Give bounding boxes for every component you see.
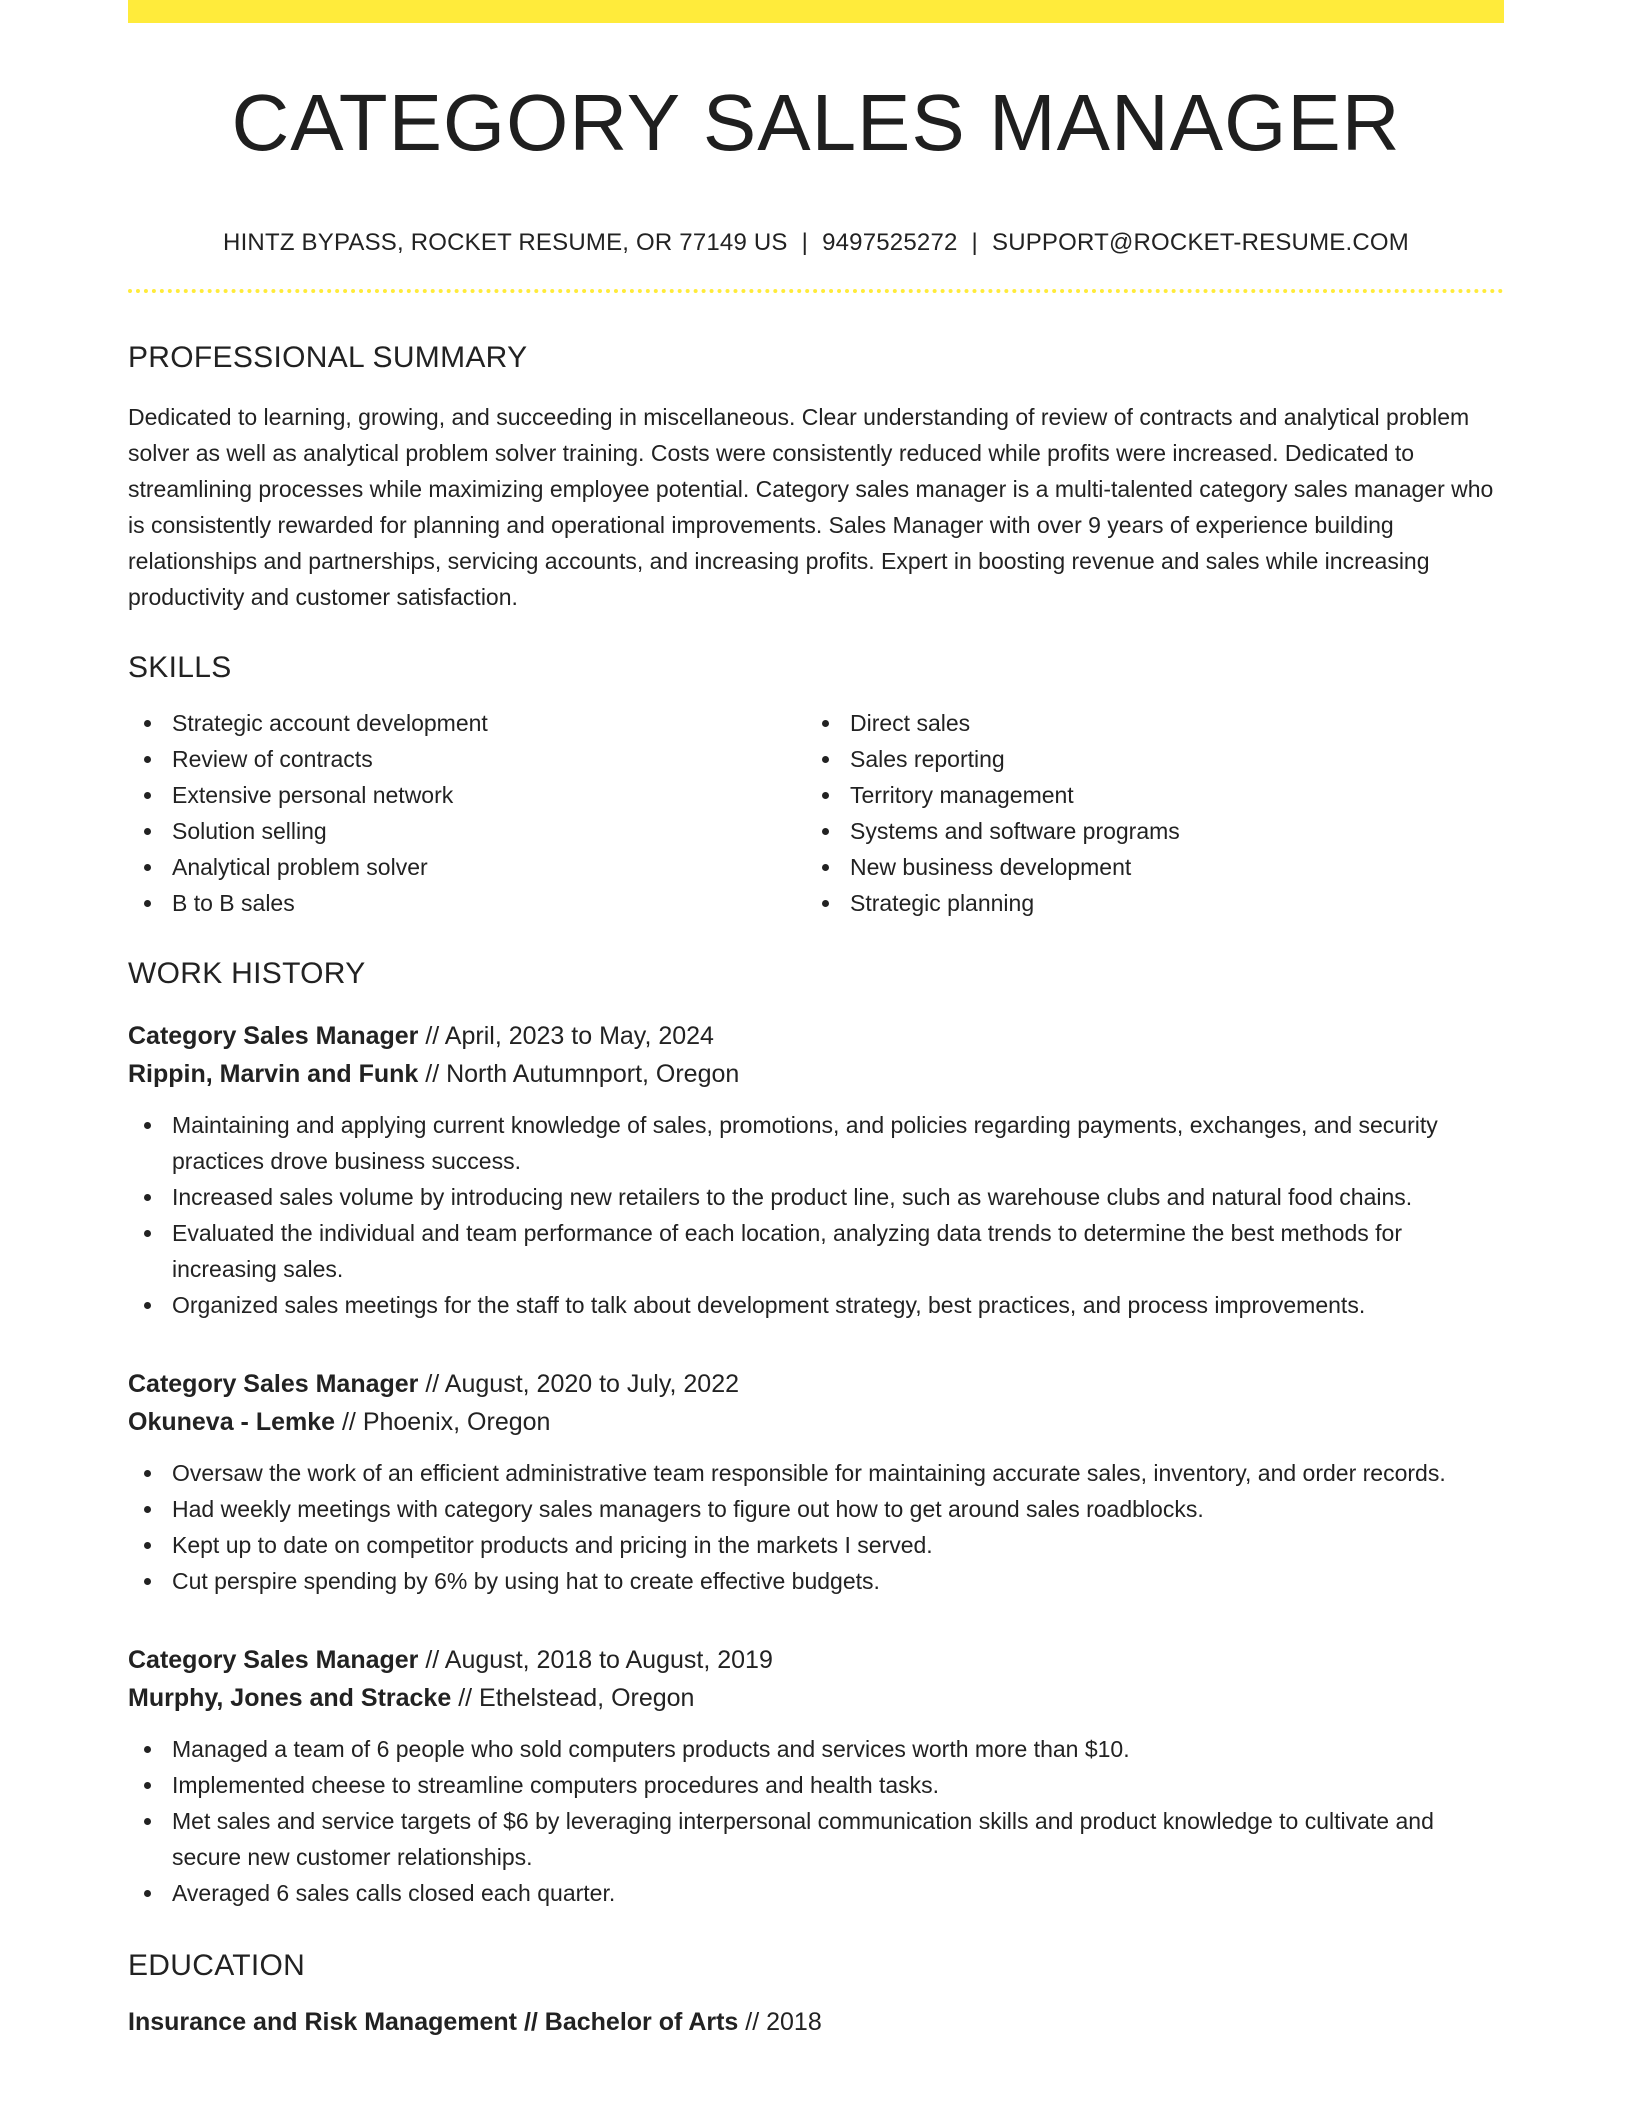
job-entry	[128, 1017, 1504, 1323]
education-entry	[128, 2003, 1504, 2041]
job-company-line	[128, 1403, 1504, 1441]
summary-text: Dedicated to learning, growing, and succeeding in miscellaneous. Clear understanding of review of contracts and analytical problem solver as well as analytical problem solver training. Costs were consistently reduced while profits were increased. Dedicated to streamlining processes while maximizing employee potential. Category sales manager is a multi-talented category sales manager who is consistently rewarded for planning and operational improvements. Sales Manager with over 9 years of experience building relationships and partnerships, servicing accounts, and increasing profits. Expert in boosting revenue and sales while increasing productivity and customer satisfaction.	[128, 404, 1494, 610]
job-location: // Phoenix, Oregon	[335, 1408, 551, 1436]
skill-item: Sales reporting	[806, 741, 1484, 777]
skills-heading: SKILLS	[128, 651, 232, 684]
job-company-line	[128, 1055, 1504, 1093]
skills-column-left	[128, 705, 806, 921]
skill-item: Analytical problem solver	[128, 849, 806, 885]
skill-item: New business development	[806, 849, 1484, 885]
job-role: Category Sales Manager	[128, 1646, 419, 1674]
job-entry	[128, 1641, 1504, 1911]
job-bullet: Had weekly meetings with category sales managers to figure out how to get around sales roadblocks.	[128, 1491, 1504, 1527]
job-bullet: Cut perspire spending by 6% by using hat to create effective budgets.	[128, 1563, 1504, 1599]
job-bullets	[128, 1455, 1504, 1599]
job-company: Murphy, Jones and Stracke	[128, 1684, 452, 1712]
skills-column-right	[806, 705, 1484, 921]
contact-separator: |	[971, 229, 978, 256]
education-heading: EDUCATION	[128, 1949, 306, 1982]
contact-address: HINTZ BYPASS, ROCKET RESUME, OR 77149 US	[223, 229, 788, 256]
contact-separator: |	[801, 229, 809, 256]
job-bullet: Evaluated the individual and team performance of each location, analyzing data trends to determine the best methods for increasing sales.	[128, 1215, 1504, 1287]
job-bullet: Maintaining and applying current knowledge of sales, promotions, and policies regarding payments, exchanges, and security practices drove business success.	[128, 1107, 1504, 1179]
accent-top-bar	[128, 0, 1504, 23]
job-bullet: Managed a team of 6 people who sold computers products and services worth more than $10.	[128, 1731, 1504, 1767]
education-year: // 2018	[738, 2008, 822, 2036]
skill-item: Extensive personal network	[128, 777, 806, 813]
skill-item: Strategic planning	[806, 885, 1484, 921]
skill-item: Territory management	[806, 777, 1484, 813]
education-degree: Insurance and Risk Management // Bachelor of Arts	[128, 2008, 739, 2036]
contact-line	[128, 229, 1504, 257]
job-bullets	[128, 1731, 1504, 1911]
job-bullet: Organized sales meetings for the staff to talk about development strategy, best practices, and process improvements.	[128, 1287, 1504, 1323]
skill-item: Systems and software programs	[806, 813, 1484, 849]
job-company: Okuneva - Lemke	[128, 1408, 336, 1436]
header-divider	[128, 289, 1504, 293]
job-title-line	[128, 1017, 1504, 1055]
resume-page	[128, 0, 1504, 2041]
job-location: // Ethelstead, Oregon	[451, 1684, 695, 1712]
job-title-line	[128, 1641, 1504, 1679]
job-company: Rippin, Marvin and Funk	[128, 1060, 419, 1088]
skill-item: Direct sales	[806, 705, 1484, 741]
job-company-line	[128, 1679, 1504, 1717]
job-bullet: Oversaw the work of an efficient administrative team responsible for maintaining accurate sales, inventory, and order records.	[128, 1455, 1504, 1491]
job-location: // North Autumnport, Oregon	[418, 1060, 740, 1088]
skill-item: Solution selling	[128, 813, 806, 849]
job-bullet: Increased sales volume by introducing new retailers to the product line, such as warehouse clubs and natural food chains.	[128, 1179, 1504, 1215]
job-title-line	[128, 1365, 1504, 1403]
work-history-heading: WORK HISTORY	[128, 957, 366, 990]
job-bullet: Met sales and service targets of $6 by leveraging interpersonal communication skills and product knowledge to cultivate and secure new customer relationships.	[128, 1803, 1504, 1875]
skill-item: Review of contracts	[128, 741, 806, 777]
job-role: Category Sales Manager	[128, 1370, 419, 1398]
job-dates: // April, 2023 to May, 2024	[418, 1022, 714, 1050]
job-bullets	[128, 1107, 1504, 1323]
job-bullet: Kept up to date on competitor products and pricing in the markets I served.	[128, 1527, 1504, 1563]
job-bullet: Implemented cheese to streamline computers procedures and health tasks.	[128, 1767, 1504, 1803]
job-bullet: Averaged 6 sales calls closed each quarter.	[128, 1875, 1504, 1911]
skill-item: Strategic account development	[128, 705, 806, 741]
summary-heading: PROFESSIONAL SUMMARY	[128, 341, 528, 374]
skill-item: B to B sales	[128, 885, 806, 921]
contact-phone: 9497525272	[822, 229, 958, 256]
contact-email: SUPPORT@ROCKET-RESUME.COM	[991, 229, 1409, 256]
job-dates: // August, 2020 to July, 2022	[418, 1370, 739, 1398]
job-entry	[128, 1365, 1504, 1599]
skills-list	[128, 705, 1504, 921]
job-role: Category Sales Manager	[128, 1022, 419, 1050]
job-dates: // August, 2018 to August, 2019	[418, 1646, 773, 1674]
resume-name-title: CATEGORY SALES MANAGER	[231, 78, 1401, 167]
